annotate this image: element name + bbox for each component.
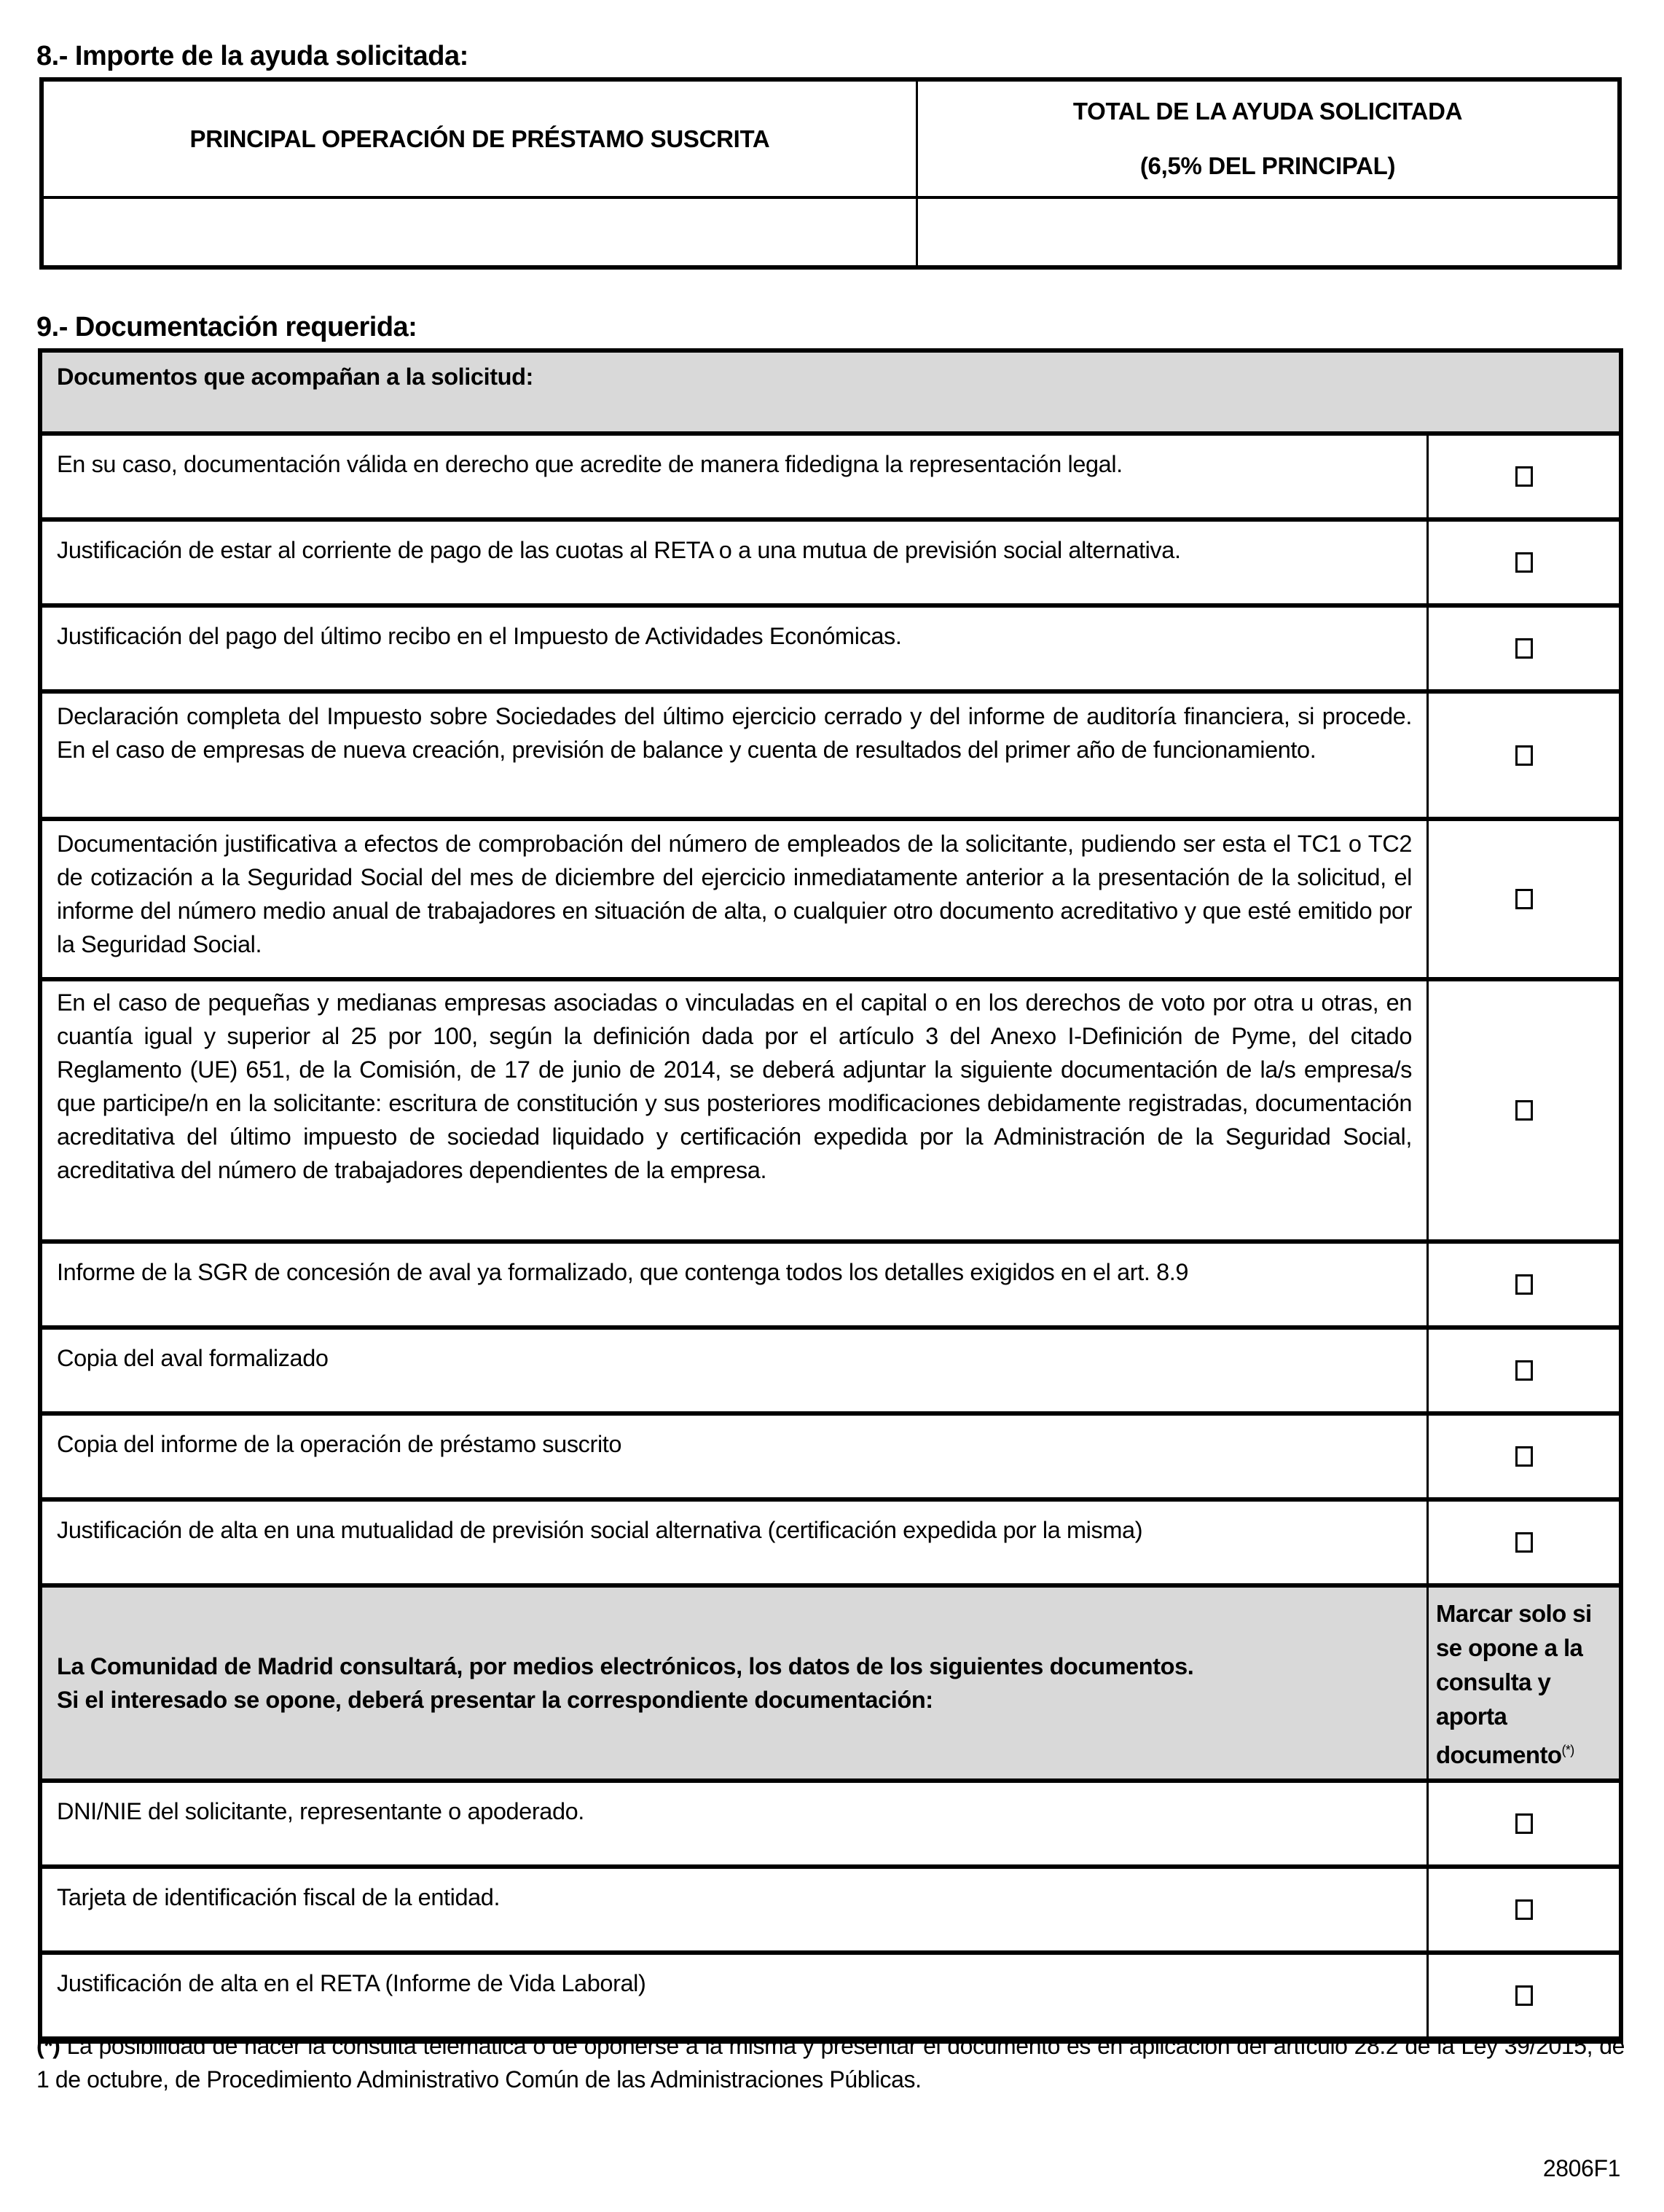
document-row xyxy=(42,1325,1619,1411)
section-9-heading: 9.- Documentación requerida: xyxy=(36,312,417,342)
section-8-heading: 8.- Importe de la ayuda solicitada: xyxy=(36,41,468,71)
checkbox-icon[interactable] xyxy=(1515,1985,1533,2006)
opposition-checkbox-cell xyxy=(1426,1783,1619,1864)
checkbox-icon[interactable] xyxy=(1515,638,1533,659)
principal-amount-field[interactable] xyxy=(44,199,916,265)
opposition-checkbox-cell xyxy=(1426,1955,1619,2036)
document-row xyxy=(42,431,1619,517)
consulted-document-row xyxy=(42,1778,1619,1864)
document-checkbox-cell xyxy=(1426,436,1619,517)
group2-header-row xyxy=(42,1583,1619,1778)
opposition-header-text: Marcar solo si se opone a la consulta y aporta documento xyxy=(1436,1600,1592,1768)
document-row xyxy=(42,1411,1619,1497)
document-label: Declaración completa del Impuesto sobre Sociedades del último ejercicio cerrado y del informe de auditoría financiera, si procede. En el caso de empresas de nueva creación, previsión de balance y cuenta de resultados del primer año de funcionamiento. xyxy=(57,703,1412,763)
document-label: Copia del aval formalizado xyxy=(57,1345,329,1371)
checkbox-icon[interactable] xyxy=(1515,1813,1533,1834)
required-documents-table xyxy=(38,348,1623,2044)
checkbox-icon[interactable] xyxy=(1515,889,1533,909)
document-row xyxy=(42,1497,1619,1583)
footnote-marker: (*) xyxy=(36,2033,60,2059)
checkbox-icon[interactable] xyxy=(1515,1446,1533,1467)
document-checkbox-cell xyxy=(1426,821,1619,977)
opposition-column-header xyxy=(1426,1588,1619,1778)
document-row xyxy=(42,1239,1619,1325)
document-row xyxy=(42,517,1619,603)
document-label: Justificación de estar al corriente de pago de las cuotas al RETA o a una mutua de previsión social alternativa. xyxy=(57,537,1181,563)
document-checkbox-cell xyxy=(1426,694,1619,817)
document-checkbox-cell xyxy=(1426,522,1619,603)
group1-header: Documentos que acompañan a la solicitud: xyxy=(57,364,533,390)
document-checkbox-cell xyxy=(1426,1244,1619,1325)
principal-header-text: PRINCIPAL OPERACIÓN DE PRÉSTAMO SUSCRITA xyxy=(189,125,770,152)
checkbox-icon[interactable] xyxy=(1515,1532,1533,1553)
principal-header xyxy=(44,82,916,196)
checkbox-icon[interactable] xyxy=(1515,1360,1533,1381)
consulted-document-row xyxy=(42,1950,1619,2036)
group2-header-line1: La Comunidad de Madrid consultará, por medios electrónicos, los datos de los siguientes documentos. xyxy=(57,1653,1194,1679)
opposition-checkbox-cell xyxy=(1426,1869,1619,1950)
document-label: En el caso de pequeñas y medianas empresas asociadas o vinculadas en el capital o en los derechos de voto por otra u otras, en cuantía igual y superior al 25 por 100, según la definición dada por el artículo 3 del Anexo I-Definición de Pyme, del citado Reglamento (UE) 651, de la Comisión, de 17 de junio de 2014, se deberá adjuntar la siguiente documentación de la/s empresa/s que participe/n en la solicitante: escritura de constitución y sus posteriores modificaciones debidamente registradas, documentación acreditativa del último impuesto de sociedad liquidado y certificación expedida por la Administración de la Seguridad Social, acreditativa del número de trabajadores dependientes de la empresa. xyxy=(57,989,1412,1183)
total-aid-header xyxy=(918,82,1617,196)
checkbox-icon[interactable] xyxy=(1515,745,1533,766)
total-aid-amount-field[interactable] xyxy=(918,199,1617,265)
document-label: Justificación del pago del último recibo en el Impuesto de Actividades Económicas. xyxy=(57,623,902,649)
footnote-text: La posibilidad de hacer la consulta telemática o de oponerse a la misma y presentar el documento es en aplicación del artículo 28.2 de la Ley 39/2015, de 1 de octubre, de Procedimiento Administrativo Común de las Administraciones Públicas. xyxy=(36,2033,1625,2093)
aid-amount-table xyxy=(39,77,1622,270)
document-row xyxy=(42,689,1619,817)
document-row xyxy=(42,977,1619,1239)
document-label: Justificación de alta en el RETA (Informe de Vida Laboral) xyxy=(57,1970,646,1996)
document-label: Justificación de alta en una mutualidad de previsión social alternativa (certificación expedida por la misma) xyxy=(57,1517,1143,1543)
document-checkbox-cell xyxy=(1426,608,1619,689)
group1-header-row xyxy=(42,353,1619,431)
document-label: Tarjeta de identificación fiscal de la entidad. xyxy=(57,1884,501,1910)
document-checkbox-cell xyxy=(1426,981,1619,1239)
footnote-marker: (*) xyxy=(1561,1743,1574,1757)
total-aid-header-line2: (6,5% DEL PRINCIPAL) xyxy=(1139,152,1396,179)
document-label: En su caso, documentación válida en derecho que acredite de manera fidedigna la representación legal. xyxy=(57,451,1123,477)
checkbox-icon[interactable] xyxy=(1515,1100,1533,1121)
checkbox-icon[interactable] xyxy=(1515,1274,1533,1295)
checkbox-icon[interactable] xyxy=(1515,552,1533,573)
group2-header xyxy=(42,1588,1426,1778)
document-checkbox-cell xyxy=(1426,1502,1619,1583)
footnote xyxy=(36,2029,1625,2096)
checkbox-icon[interactable] xyxy=(1515,1899,1533,1920)
checkbox-icon[interactable] xyxy=(1515,466,1533,487)
document-row xyxy=(42,603,1619,689)
document-row xyxy=(42,817,1619,977)
document-checkbox-cell xyxy=(1426,1416,1619,1497)
consulted-document-row xyxy=(42,1864,1619,1950)
document-label: Copia del informe de la operación de préstamo suscrito xyxy=(57,1431,622,1457)
document-label: DNI/NIE del solicitante, representante o apoderado. xyxy=(57,1798,584,1824)
document-label: Informe de la SGR de concesión de aval ya formalizado, que contenga todos los detalles exigidos en el art. 8.9 xyxy=(57,1259,1189,1285)
group2-header-line2: Si el interesado se opone, deberá presentar la correspondiente documentación: xyxy=(57,1687,933,1713)
document-checkbox-cell xyxy=(1426,1330,1619,1411)
document-label: Documentación justificativa a efectos de comprobación del número de empleados de la solicitante, pudiendo ser esta el TC1 o TC2 de cotización a la Seguridad Social del mes de diciembre del ejercicio inmediatamente anterior a la presentación de la solicitud, el informe del número medio anual de trabajadores en situación de alta, o cualquier otro documento acreditativo y que esté emitido por la Seguridad Social. xyxy=(57,831,1412,957)
total-aid-header-line1: TOTAL DE LA AYUDA SOLICITADA xyxy=(1072,98,1463,125)
form-code: 2806F1 xyxy=(1542,2155,1620,2181)
